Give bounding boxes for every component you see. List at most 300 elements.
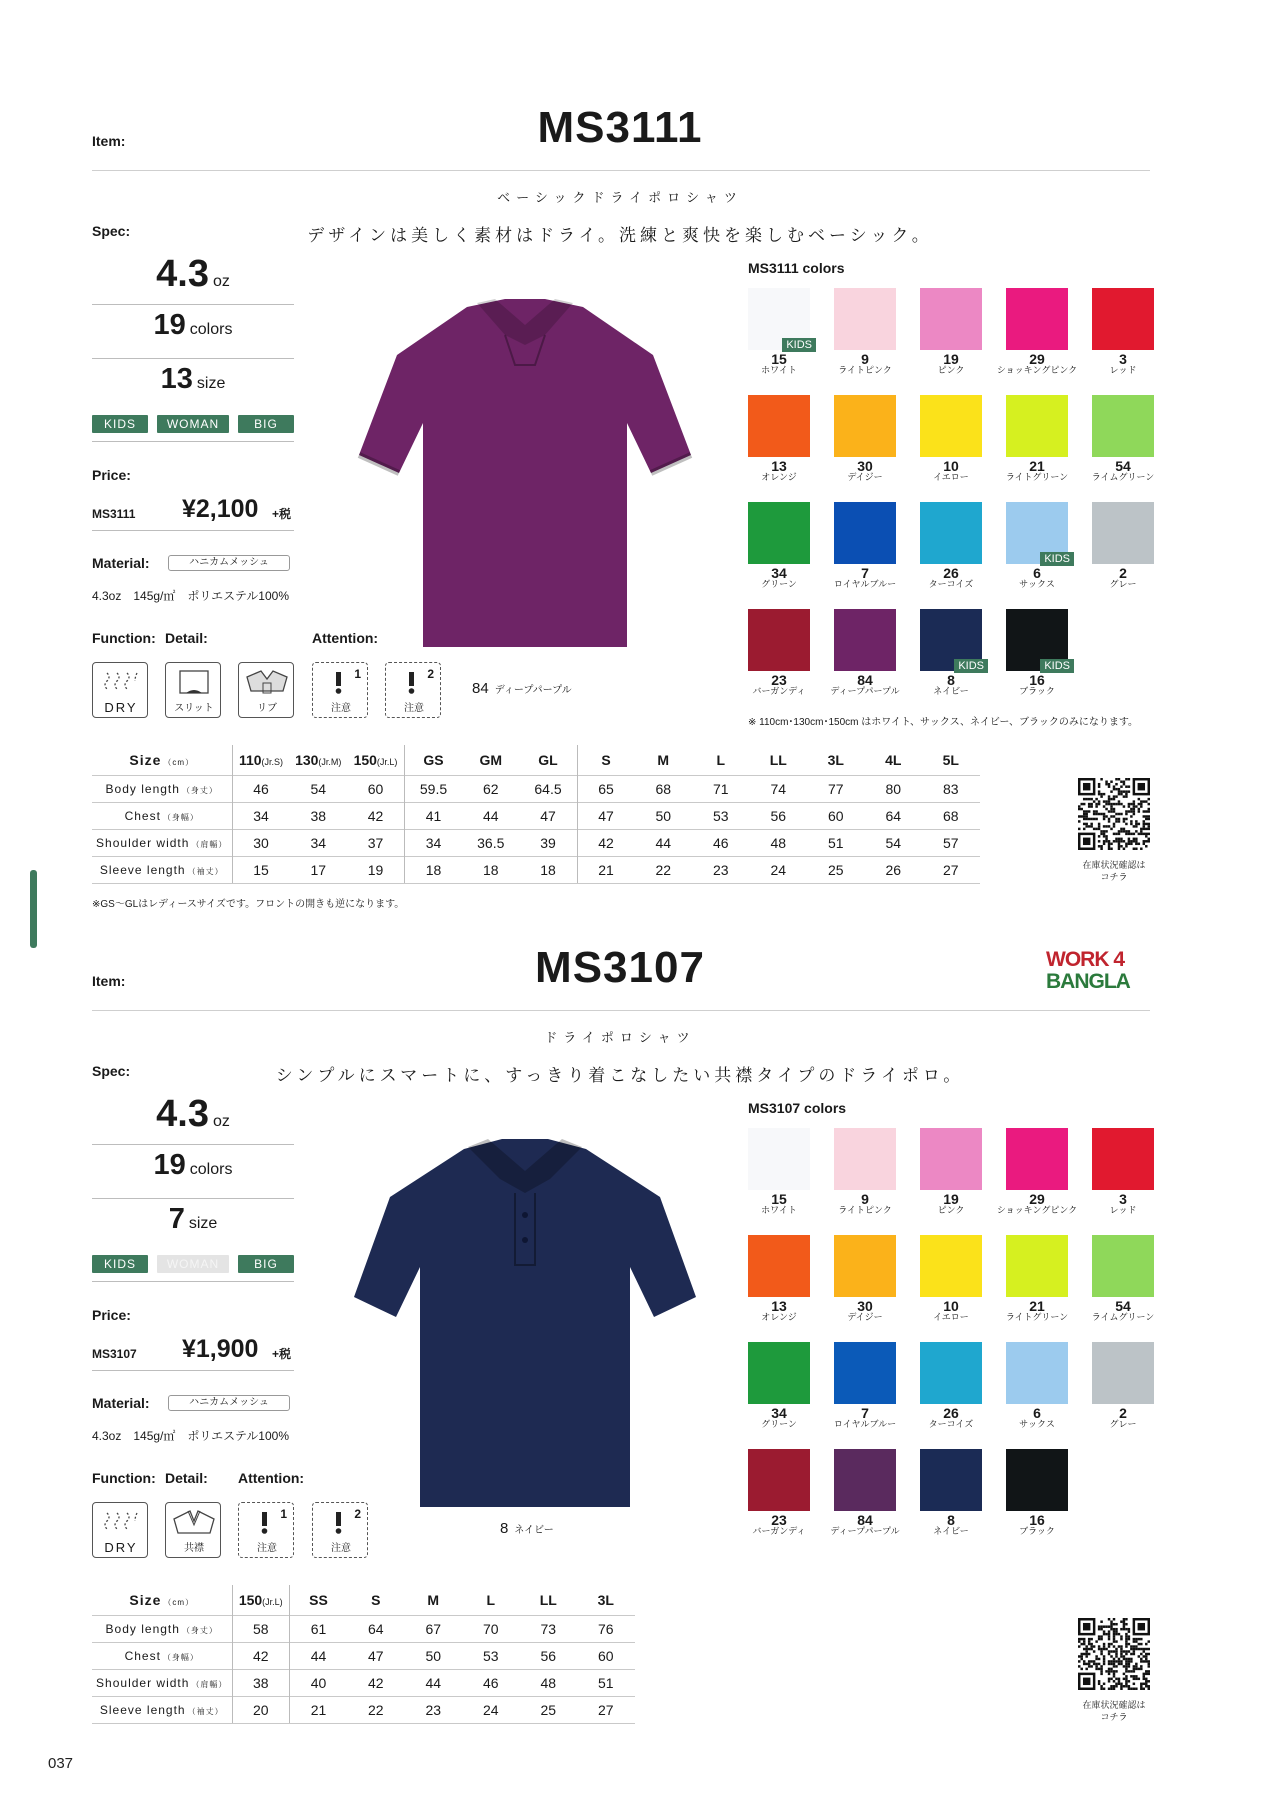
size-value: 70: [462, 1615, 520, 1642]
colors-unit: colors: [189, 321, 233, 338]
swatch-name: ブラック: [1019, 1526, 1055, 1536]
color-swatch: [748, 609, 810, 671]
size-value: 74: [750, 775, 808, 802]
size-value: 36.5: [462, 829, 520, 856]
swatch-number: 54: [1115, 458, 1131, 474]
size-value: 73: [520, 1615, 578, 1642]
divider: [92, 441, 294, 442]
swatch-number: 26: [943, 1405, 959, 1421]
size-column-header: 130(Jr.M): [295, 751, 342, 768]
swatch-number: 21: [1029, 1298, 1045, 1314]
size-value: 54: [865, 829, 923, 856]
material-label: Material:: [92, 555, 150, 571]
color-swatch: [1092, 1342, 1154, 1404]
table-row: [92, 802, 980, 829]
product-code: MS3111: [537, 103, 703, 152]
size-column-header: GM: [479, 751, 503, 768]
swatch-name: グリーン: [761, 579, 797, 589]
size-unit: size: [196, 375, 226, 392]
size-value: 60: [807, 802, 865, 829]
color-swatch: [748, 1449, 810, 1511]
photo-color-name: ネイビー: [514, 1525, 554, 1536]
price-tax: +税: [272, 507, 292, 521]
swatch-number: 10: [943, 458, 959, 474]
color-swatch: [1092, 288, 1154, 350]
color-swatch: [834, 502, 896, 564]
size-badges: [92, 1255, 294, 1273]
size-value: 42: [232, 1642, 290, 1669]
function-label: Function:: [92, 1470, 156, 1486]
swatch-name: ライトピンク: [838, 1205, 892, 1215]
brand-logo: [1046, 949, 1130, 993]
attention-label: Attention:: [238, 1470, 305, 1486]
swatch-name: ブラック: [1019, 686, 1055, 696]
size-value: 18: [405, 856, 463, 883]
dry-icon: [92, 662, 148, 718]
badge-kids: KIDS: [92, 1255, 148, 1273]
size-value: 27: [577, 1696, 635, 1723]
size-value: 56: [520, 1642, 578, 1669]
row-label: Shoulder width （肩幅）: [92, 829, 232, 856]
size-value: 54: [290, 775, 348, 802]
attention-2-icon: [385, 662, 441, 718]
spec-colors: [92, 309, 294, 359]
size-value: 64.5: [520, 775, 578, 802]
swatch-kids-badge: KIDS: [954, 659, 988, 673]
swatch-number: 23: [771, 672, 787, 688]
swatch-number: 6: [1033, 565, 1041, 581]
brand-logo-line-2: BANGLA: [1046, 970, 1130, 993]
swatch-number: 30: [857, 458, 873, 474]
row-label: Chest （身幅）: [92, 1642, 232, 1669]
table-row: [92, 1642, 635, 1669]
size-column-header: GL: [520, 745, 578, 775]
dry-caption: DRY: [104, 700, 138, 715]
product-ms3107: [0, 935, 1280, 1765]
photo-color-number: 8: [500, 1520, 509, 1537]
size-value: 59.5: [405, 775, 463, 802]
color-swatch: [748, 502, 810, 564]
size-unit: size: [188, 1215, 218, 1232]
price-value: ¥1,900: [182, 1335, 259, 1363]
colors-title: MS3107 colors: [748, 1100, 847, 1116]
size-value: 42: [577, 829, 635, 856]
swatch-name: ターコイズ: [928, 579, 974, 589]
swatch-number: 29: [1029, 1191, 1045, 1207]
attention-1-number: 1: [280, 1507, 287, 1521]
swatch-number: 7: [861, 565, 869, 581]
product-photo: [355, 295, 695, 660]
swatch-number: 16: [1029, 1512, 1045, 1528]
color-swatch: [834, 1342, 896, 1404]
size-value: 83: [922, 775, 980, 802]
size-value: 80: [865, 775, 923, 802]
collar-caption: 共襟: [184, 1543, 204, 1554]
size-value: 62: [462, 775, 520, 802]
qr-caption-line-1: 在庫状況確認は: [1082, 1700, 1146, 1710]
color-swatch: [748, 1128, 810, 1190]
swatch-name: ホワイト: [761, 1205, 797, 1215]
size-value: 18: [520, 856, 578, 883]
size-value: 24: [750, 856, 808, 883]
swatch-number: 9: [861, 351, 869, 367]
swatch-name: ライトグリーン: [1005, 1312, 1069, 1322]
material-type: ハニカムメッシュ: [168, 555, 290, 571]
size-value: 51: [577, 1669, 635, 1696]
size-table: [92, 745, 980, 884]
size-value: 44: [290, 1642, 348, 1669]
swatch-name: オレンジ: [761, 1312, 797, 1322]
color-swatch: [1006, 609, 1068, 671]
row-label: Sleeve length （袖丈）: [92, 1696, 232, 1723]
color-swatch: [920, 1342, 982, 1404]
row-label: Chest （身幅）: [92, 802, 232, 829]
colors-title: MS3111 colors: [748, 260, 845, 276]
color-swatch: [834, 1449, 896, 1511]
row-label: Body length （身丈）: [92, 775, 232, 802]
swatch-name: グレー: [1109, 1419, 1137, 1429]
size-column-header: M: [657, 751, 670, 768]
table-row: [92, 1669, 635, 1696]
size-value: 42: [347, 802, 405, 829]
size-value: 15: [232, 856, 290, 883]
colors-note: ※ 110cm･130cm･150cm はホワイト、サックス、ネイビー、ブラックのみになります。: [748, 717, 1139, 728]
size-value: 46: [462, 1669, 520, 1696]
swatch-name: バーガンディ: [752, 1526, 806, 1536]
swatch-name: ロイヤルブルー: [833, 1419, 897, 1429]
size-value: 21: [577, 856, 635, 883]
swatch-name: イエロー: [933, 1312, 969, 1322]
size-value: 60: [347, 775, 405, 802]
price-tax: +税: [272, 1347, 292, 1361]
size-count: 7: [168, 1203, 185, 1235]
size-value: 23: [692, 856, 750, 883]
swatch-number: 2: [1119, 565, 1127, 581]
color-swatch: [748, 395, 810, 457]
swatch-name: ピンク: [937, 1205, 965, 1215]
size-value: 71: [692, 775, 750, 802]
color-swatch: [920, 1128, 982, 1190]
product-subname: ベーシックドライポロシャツ: [497, 190, 743, 205]
dry-icon: [92, 1502, 148, 1558]
catch-copy: デザインは美しく素材はドライ。洗練と爽快を楽しむベーシック。: [307, 226, 933, 245]
slit-icon: [165, 662, 221, 718]
swatch-name: ネイビー: [933, 686, 969, 696]
size-column-header: S: [601, 751, 611, 768]
color-swatch: [920, 1449, 982, 1511]
swatch-number: 26: [943, 565, 959, 581]
color-swatch: [920, 609, 982, 671]
size-value: 53: [692, 802, 750, 829]
attention-2-caption: 注意: [404, 703, 424, 714]
table-row: [92, 1615, 635, 1642]
rib-caption: リブ: [257, 703, 277, 714]
swatch-number: 19: [943, 351, 959, 367]
swatch-number: 34: [771, 1405, 787, 1421]
swatch-name: ライトグリーン: [1005, 472, 1069, 482]
swatch-name: オレンジ: [761, 472, 797, 482]
color-swatch: [920, 1235, 982, 1297]
item-label: Item:: [92, 133, 126, 149]
size-value: 20: [232, 1696, 290, 1723]
size-value: 40: [290, 1669, 348, 1696]
size-column-header: 4L: [885, 751, 902, 768]
swatch-name: ライムグリーン: [1091, 1312, 1155, 1322]
size-column-header: L: [486, 1591, 496, 1608]
function-label: Function:: [92, 630, 156, 646]
swatch-name: レッド: [1109, 1205, 1137, 1215]
material-type: ハニカムメッシュ: [168, 1395, 290, 1411]
size-value: 77: [807, 775, 865, 802]
size-value: 17: [290, 856, 348, 883]
qr-caption: [1070, 1699, 1158, 1723]
size-value: 65: [577, 775, 635, 802]
size-value: 60: [577, 1642, 635, 1669]
swatch-name: ターコイズ: [928, 1419, 974, 1429]
detail-label: Detail:: [165, 630, 208, 646]
size-value: 46: [232, 775, 290, 802]
size-note: ※GS～GLはレディースサイズです。フロントの開きも逆になります。: [92, 899, 405, 910]
size-column-header: M: [427, 1591, 440, 1608]
color-swatch: [1092, 395, 1154, 457]
swatch-number: 84: [857, 672, 873, 688]
detail-label: Detail:: [165, 1470, 208, 1486]
size-value: 23: [405, 1696, 463, 1723]
brand-logo-line-1: WORK 4: [1046, 948, 1124, 971]
swatch-name: デイジー: [847, 1312, 883, 1322]
badge-big: BIG: [238, 1255, 294, 1273]
table-row: [92, 829, 980, 856]
row-label: Body length （身丈）: [92, 1615, 232, 1642]
row-label: Shoulder width （肩幅）: [92, 1669, 232, 1696]
swatch-name: ネイビー: [933, 1526, 969, 1536]
attention-label: Attention:: [312, 630, 379, 646]
color-swatch: [748, 1235, 810, 1297]
size-value: 18: [462, 856, 520, 883]
color-swatch: [834, 288, 896, 350]
price-row: [92, 1335, 294, 1371]
badge-kids: KIDS: [92, 415, 148, 433]
size-value: 34: [290, 829, 348, 856]
price-code: MS3111: [92, 507, 136, 521]
swatch-number: 30: [857, 1298, 873, 1314]
size-column-header: LL: [539, 1591, 557, 1608]
swatch-number: 8: [947, 672, 955, 688]
swatch-kids-badge: KIDS: [782, 338, 816, 352]
color-swatch: [748, 288, 810, 350]
size-column-header: SS: [309, 1591, 328, 1608]
color-swatch: [834, 395, 896, 457]
swatch-kids-badge: KIDS: [1040, 552, 1074, 566]
material-desc: 4.3oz 145g/㎡ ポリエステル100%: [92, 1429, 289, 1443]
size-value: 25: [807, 856, 865, 883]
oz-value: 4.3: [156, 1093, 209, 1135]
size-value: 47: [347, 1642, 405, 1669]
price-label: Price:: [92, 467, 131, 483]
swatch-number: 7: [861, 1405, 869, 1421]
color-swatch: [1006, 288, 1068, 350]
attention-2-number: 2: [354, 1507, 361, 1521]
size-table: [92, 1585, 635, 1724]
swatch-number: 29: [1029, 351, 1045, 367]
size-value: 50: [405, 1642, 463, 1669]
swatch-number: 34: [771, 565, 787, 581]
size-value: 38: [232, 1669, 290, 1696]
color-swatch: [748, 1342, 810, 1404]
attention-1-icon: [238, 1502, 294, 1558]
divider: [92, 170, 1150, 171]
product-subname: ドライポロシャツ: [544, 1030, 696, 1045]
product-ms3111: [0, 95, 1280, 925]
size-value: 68: [635, 775, 693, 802]
size-value: 26: [865, 856, 923, 883]
colors-count: 19: [153, 1149, 186, 1181]
swatch-number: 13: [771, 1298, 787, 1314]
size-value: 61: [290, 1615, 348, 1642]
qr-caption: [1070, 859, 1158, 883]
swatch-number: 3: [1119, 1191, 1127, 1207]
swatch-number: 15: [771, 351, 787, 367]
size-value: 38: [290, 802, 348, 829]
size-value: 37: [347, 829, 405, 856]
swatch-name: サックス: [1019, 579, 1055, 589]
swatch-number: 6: [1033, 1405, 1041, 1421]
color-swatch: [1006, 1342, 1068, 1404]
material-label: Material:: [92, 1395, 150, 1411]
colors-count: 19: [153, 309, 186, 341]
color-swatch: [834, 609, 896, 671]
price-label: Price:: [92, 1307, 131, 1323]
swatch-name: ピンク: [937, 365, 965, 375]
attention-1-number: 1: [354, 667, 361, 681]
size-value: 68: [922, 802, 980, 829]
oz-value: 4.3: [156, 253, 209, 295]
swatch-name: イエロー: [933, 472, 969, 482]
table-row: [92, 856, 980, 883]
swatch-name: レッド: [1109, 365, 1137, 375]
color-swatch: [834, 1235, 896, 1297]
size-value: 58: [232, 1615, 290, 1642]
attention-1-caption: 注意: [257, 1543, 277, 1554]
size-value: 44: [405, 1669, 463, 1696]
badge-big: BIG: [238, 415, 294, 433]
size-value: 67: [405, 1615, 463, 1642]
attention-2-caption: 注意: [331, 1543, 351, 1554]
size-value: 44: [462, 802, 520, 829]
row-label: Sleeve length （袖丈）: [92, 856, 232, 883]
product-code: MS3107: [535, 943, 705, 992]
swatch-name: ホワイト: [761, 365, 797, 375]
photo-color-name: ディープパープル: [494, 685, 572, 696]
size-count: 13: [160, 363, 193, 395]
size-value: 41: [405, 802, 463, 829]
swatch-number: 23: [771, 1512, 787, 1528]
swatch-number: 19: [943, 1191, 959, 1207]
size-column-header: GS: [423, 751, 444, 768]
size-value: 21: [290, 1696, 348, 1723]
color-swatch: [920, 502, 982, 564]
qr-caption-line-2: コチラ: [1100, 872, 1128, 882]
spec-weight: [92, 1093, 294, 1145]
material-desc: 4.3oz 145g/㎡ ポリエステル100%: [92, 589, 289, 603]
swatch-name: グレー: [1109, 579, 1137, 589]
size-column-header: 150(Jr.L): [347, 745, 405, 775]
size-value: 27: [922, 856, 980, 883]
color-swatch: [1006, 1449, 1068, 1511]
color-swatch: [1006, 1128, 1068, 1190]
item-label: Item:: [92, 973, 126, 989]
oz-unit: oz: [212, 273, 230, 290]
swatch-number: 16: [1029, 672, 1045, 688]
size-value: 42: [347, 1669, 405, 1696]
rib-icon: [238, 662, 294, 718]
swatch-number: 15: [771, 1191, 787, 1207]
qr-code-icon[interactable]: [1078, 778, 1150, 850]
size-column-header: 110(Jr.S): [238, 751, 284, 768]
swatch-name: デイジー: [847, 472, 883, 482]
photo-color-number: 84: [472, 680, 489, 697]
size-value: 48: [750, 829, 808, 856]
color-swatch: [834, 1128, 896, 1190]
size-header-label: Size （cm）: [92, 745, 232, 775]
photo-caption: [500, 1520, 554, 1537]
price-row: [92, 495, 294, 531]
swatch-number: 13: [771, 458, 787, 474]
slit-caption: スリット: [174, 703, 214, 714]
color-swatch: [1006, 1235, 1068, 1297]
swatch-name: グリーン: [761, 1419, 797, 1429]
size-value: 53: [462, 1642, 520, 1669]
price-code: MS3107: [92, 1347, 137, 1361]
table-row: [92, 1696, 635, 1723]
size-value: 34: [405, 829, 463, 856]
badge-woman: WOMAN: [157, 1255, 229, 1273]
swatch-name: ディープパープル: [830, 686, 900, 696]
table-row: [92, 775, 980, 802]
size-value: 64: [865, 802, 923, 829]
color-swatch: [920, 288, 982, 350]
swatch-number: 3: [1119, 351, 1127, 367]
size-value: 34: [232, 802, 290, 829]
color-swatch: [920, 395, 982, 457]
size-value: 39: [520, 829, 578, 856]
swatch-name: ライムグリーン: [1091, 472, 1155, 482]
spec-colors: [92, 1149, 294, 1199]
swatch-name: ライトピンク: [838, 365, 892, 375]
qr-code-icon[interactable]: [1078, 1618, 1150, 1690]
oz-unit: oz: [212, 1113, 230, 1130]
size-column-header: S: [371, 1591, 381, 1608]
spec-label: Spec:: [92, 223, 131, 239]
size-value: 30: [232, 829, 290, 856]
size-value: 76: [577, 1615, 635, 1642]
size-value: 64: [347, 1615, 405, 1642]
size-value: 47: [577, 802, 635, 829]
size-value: 22: [347, 1696, 405, 1723]
size-value: 24: [462, 1696, 520, 1723]
swatch-name: ディープパープル: [830, 1526, 900, 1536]
size-column-header: L: [716, 751, 726, 768]
spec-label: Spec:: [92, 1063, 131, 1079]
qr-caption-line-2: コチラ: [1100, 1712, 1128, 1722]
photo-caption: [472, 680, 572, 697]
size-value: 46: [692, 829, 750, 856]
spec-sizes: [92, 1203, 294, 1253]
badge-woman: WOMAN: [157, 415, 229, 433]
size-value: 47: [520, 802, 578, 829]
swatch-number: 9: [861, 1191, 869, 1207]
swatch-number: 84: [857, 1512, 873, 1528]
